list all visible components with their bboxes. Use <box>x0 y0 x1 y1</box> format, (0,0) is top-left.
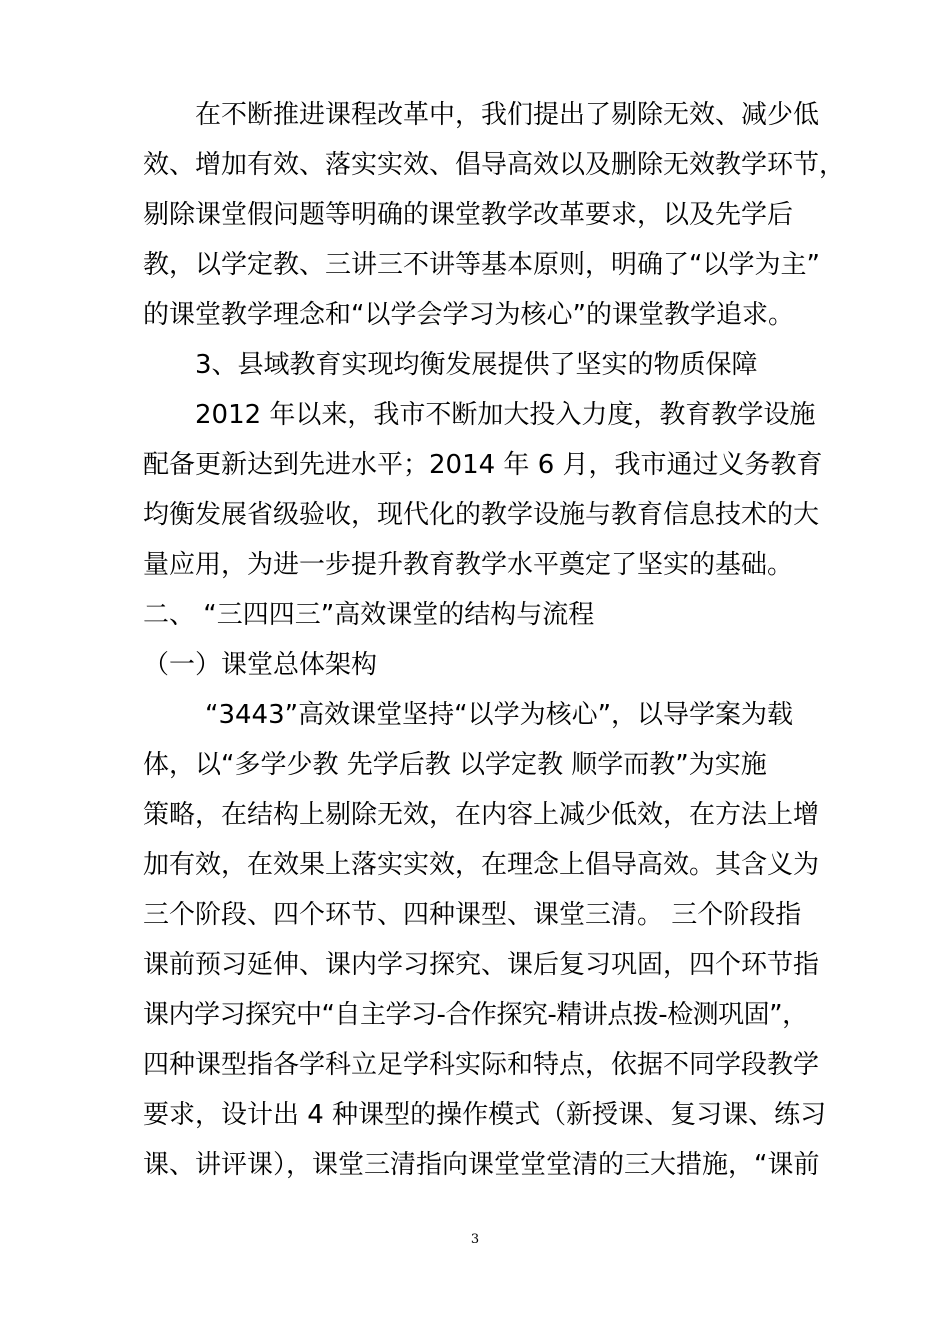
paragraph-line: 课、讲评课），课堂三清指向课堂堂堂清的三大措施，“课前 <box>143 1150 820 1180</box>
paragraph-line: 加有效，在效果上落实实效，在理念上倡导高效。其含义为 <box>143 850 820 880</box>
section-heading: 3、县域教育实现均衡发展提供了坚实的物质保障 <box>195 350 758 380</box>
paragraph-line: 效、增加有效、落实实效、倡导高效以及删除无效教学环节， <box>143 150 846 180</box>
paragraph-line: 量应用，为进一步提升教育教学水平奠定了坚实的基础。 <box>143 550 794 580</box>
paragraph-line: 的课堂教学理念和“以学会学习为核心”的课堂教学追求。 <box>143 300 794 330</box>
paragraph-line: 配备更新达到先进水平；2014 年 6 月，我市通过义务教育 <box>143 450 823 480</box>
paragraph-line: 剔除课堂假问题等明确的课堂教学改革要求，以及先学后 <box>143 200 794 230</box>
paragraph-line: 四种课型指各学科立足学科实际和特点，依据不同学段教学 <box>143 1050 820 1080</box>
paragraph-line: 体，以“多学少教 先学后教 以学定教 顺学而教”为实施 <box>143 750 767 780</box>
subsection-heading: （一）课堂总体架构 <box>143 650 378 680</box>
document-body <box>143 90 846 1190</box>
paragraph-line: 课前预习延伸、课内学习探究、课后复习巩固，四个环节指 <box>143 950 820 980</box>
chapter-heading: 二、 “三四四三”高效课堂的结构与流程 <box>143 600 595 630</box>
paragraph-line: 教，以学定教、三讲三不讲等基本原则，明确了“以学为主” <box>143 250 820 280</box>
paragraph-line: 课内学习探究中“自主学习-合作探究-精讲点拨-检测巩固”， <box>143 1000 808 1030</box>
paragraph-line: 要求，设计出 4 种课型的操作模式（新授课、复习课、练习 <box>143 1100 827 1130</box>
paragraph-line: 均衡发展省级验收，现代化的教学设施与教育信息技术的大 <box>143 500 820 530</box>
paragraph-line: 2012 年以来，我市不断加大投入力度，教育教学设施 <box>195 400 816 430</box>
paragraph-line: 在不断推进课程改革中，我们提出了剔除无效、减少低 <box>195 100 820 130</box>
paragraph-line: 策略，在结构上剔除无效，在内容上减少低效，在方法上增 <box>143 800 820 830</box>
paragraph-line: “3443”高效课堂坚持“以学为核心”，以导学案为载 <box>205 700 794 730</box>
paragraph-line: 三个阶段、四个环节、四种课型、课堂三清。 三个阶段指 <box>143 900 802 930</box>
page-number: 3 <box>470 1232 480 1247</box>
